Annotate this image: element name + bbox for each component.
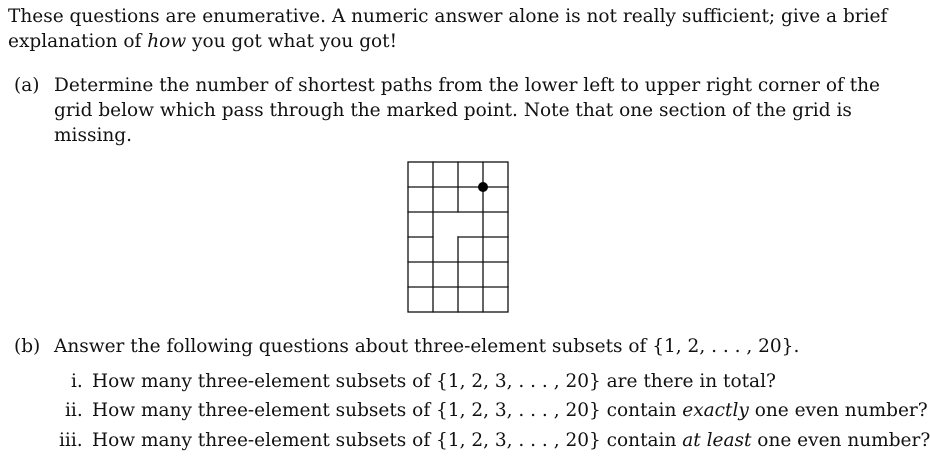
grid-figure (406, 160, 512, 314)
part-b-item-2-post: one even number? (748, 400, 928, 421)
part-a-line-2: grid below which pass through the marked point. Note that one section of the grid is (54, 100, 852, 121)
part-b-item-3-text (92, 430, 930, 452)
part-b-item-2-pre: How many three-element subsets of {1, 2, 3, . . . , 20} contain (92, 400, 683, 421)
part-b-item-3-pre: How many three-element subsets of {1, 2, 3, . . . , 20} contain (92, 430, 683, 451)
intro-line-2 (8, 31, 397, 53)
part-a-label: (a) (14, 75, 40, 96)
intro-line-2-post: you got what you got! (186, 31, 398, 52)
part-b-label: (b) (14, 336, 41, 357)
part-b-item-2-emphasis: exactly (682, 400, 749, 421)
part-a-line-3: missing. (54, 125, 133, 146)
part-b-item-3-post: one even number? (751, 430, 930, 451)
part-b-text: Answer the following questions about three-element subsets of {1, 2, . . . , 20}. (54, 336, 800, 357)
marked-point (478, 182, 488, 192)
part-b-item-1-text (92, 371, 776, 393)
part-b-item-3-emphasis: at least (682, 430, 752, 451)
part-b-item-1-label: i. (71, 371, 83, 392)
intro-line-2-pre: explanation of (8, 31, 148, 52)
part-b-item-2-label: ii. (65, 400, 83, 421)
intro-line-1: These questions are enumerative. A numeric answer alone is not really sufficient; give a brief (8, 6, 888, 27)
part-b-item-3-label: iii. (59, 430, 83, 451)
intro-line-2-emphasis: how (147, 31, 187, 52)
part-b-item-2-text (92, 400, 928, 422)
part-b-item-1-pre: How many three-element subsets of {1, 2, 3, . . . , 20} are there in total? (92, 371, 776, 392)
part-a-line-1: Determine the number of shortest paths from the lower left to upper right corner of the (54, 75, 880, 96)
